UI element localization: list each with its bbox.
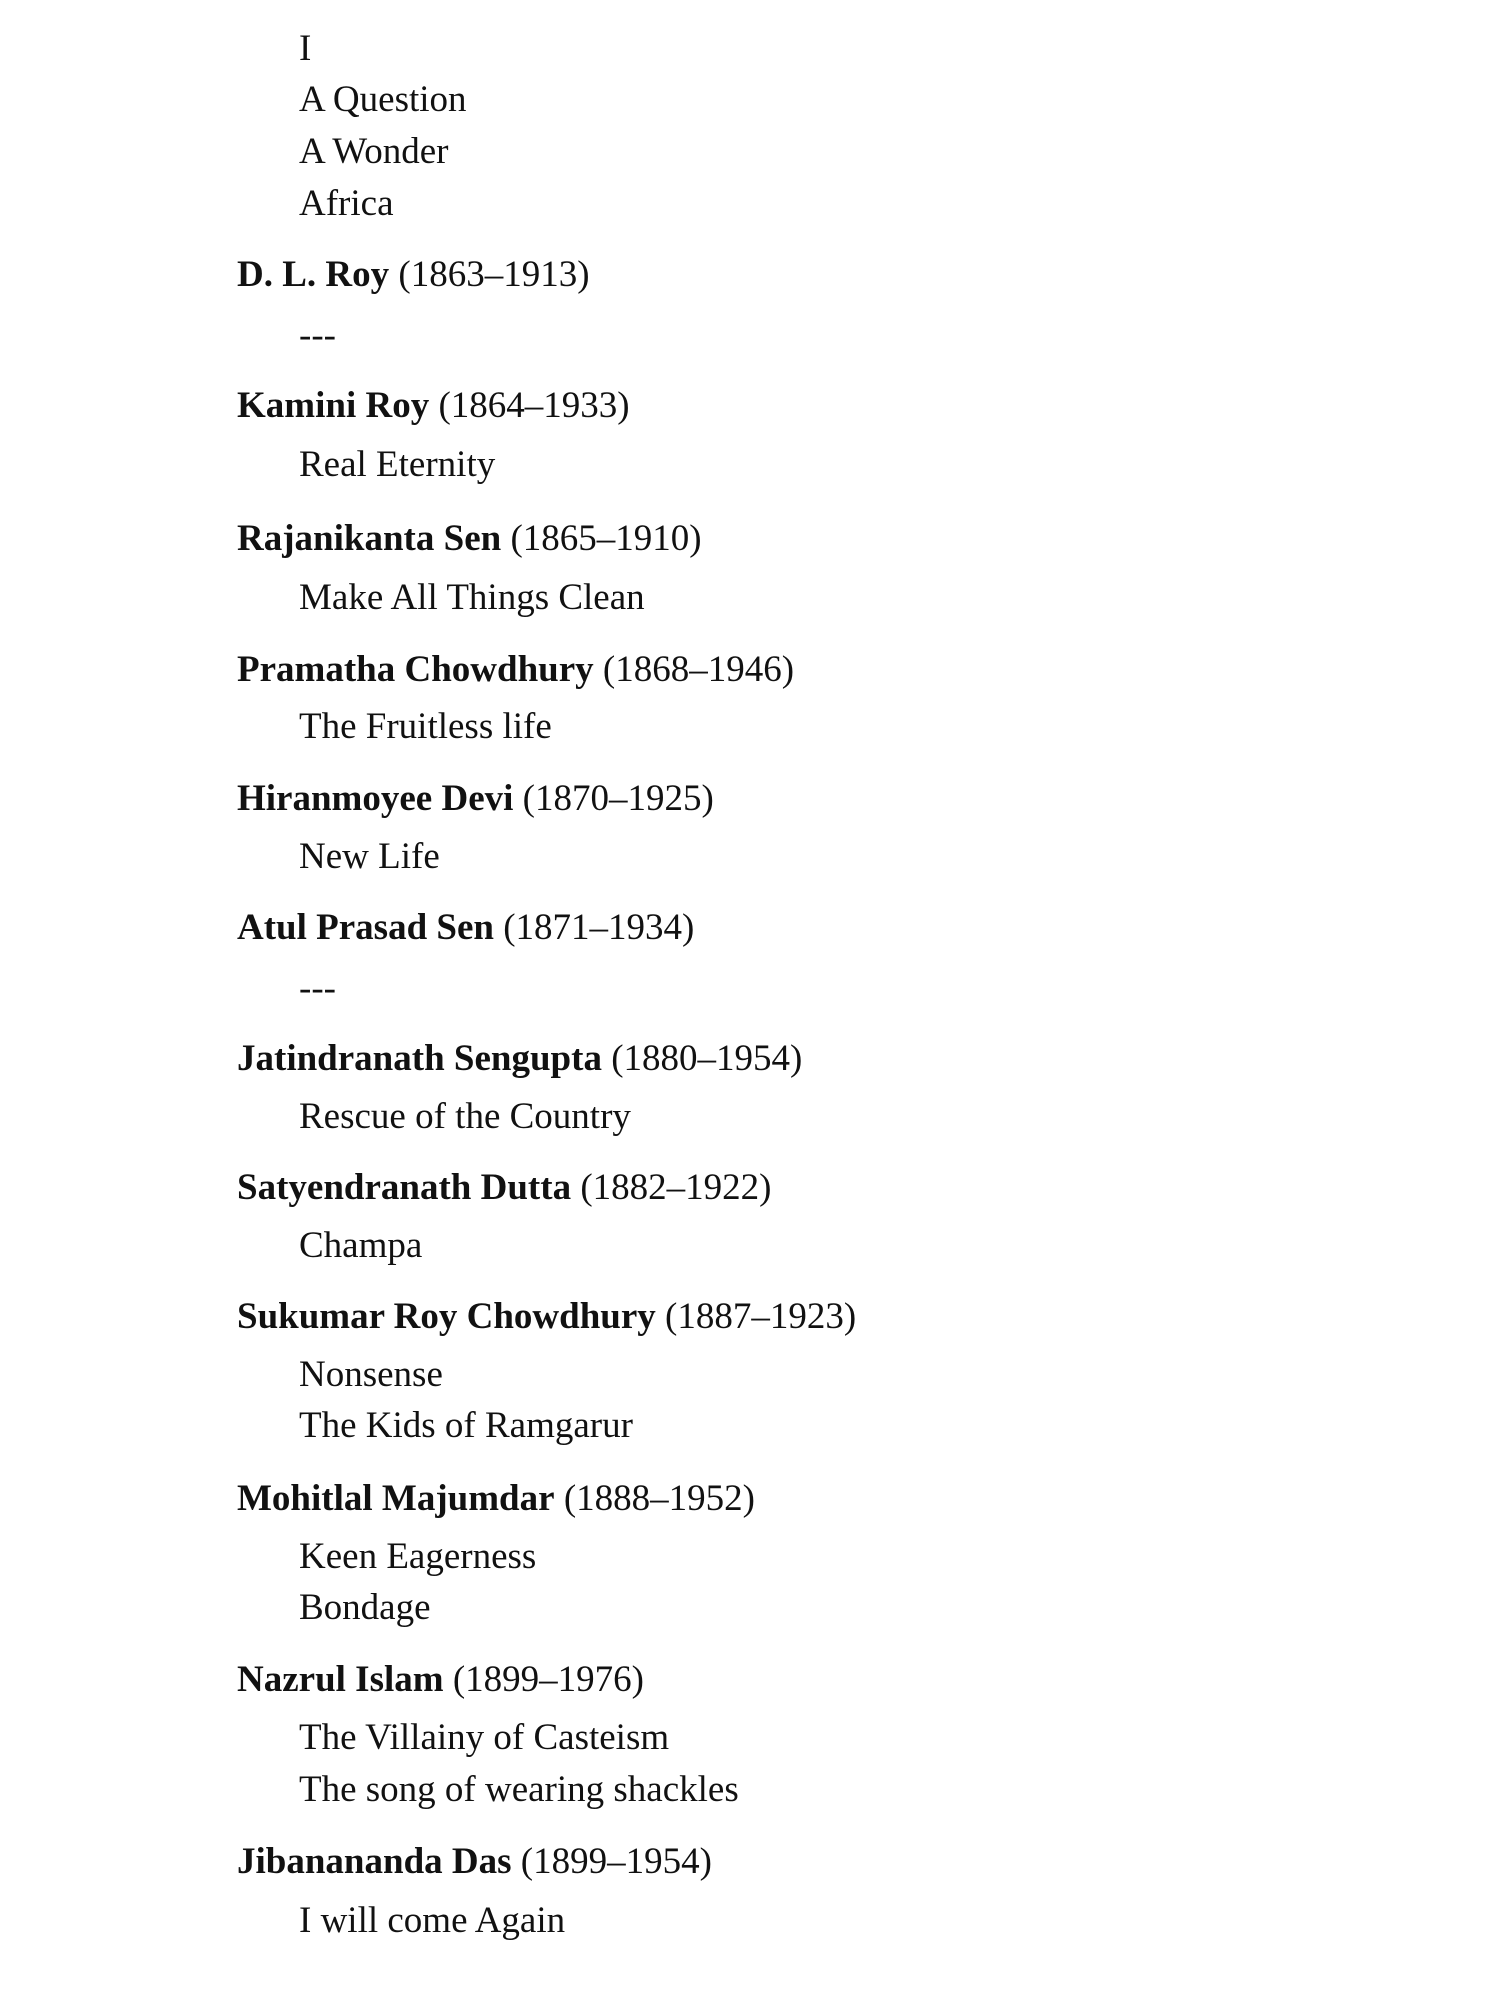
author-dates: (1864–1933) [438, 385, 630, 426]
author-line [237, 384, 630, 428]
work-title: Real Eternity [299, 444, 496, 485]
work-title: Africa [299, 183, 394, 224]
author-name: Mohitlal Majumdar [237, 1478, 555, 1519]
work-title: Bondage [299, 1587, 431, 1628]
work-title: I [299, 28, 312, 69]
no-work-placeholder: --- [299, 315, 336, 356]
author-dates: (1880–1954) [611, 1038, 803, 1079]
author-dates: (1888–1952) [563, 1478, 755, 1519]
work-title: Make All Things Clean [299, 577, 645, 618]
work-title: The song of wearing shackles [299, 1769, 739, 1810]
author-name: Hiranmoyee Devi [237, 778, 514, 819]
author-line [237, 1658, 644, 1702]
work-title: The Villainy of Casteism [299, 1717, 670, 1758]
work-title: Rescue of the Country [299, 1096, 631, 1137]
author-name: Jibanananda Das [237, 1841, 512, 1882]
author-name: Nazrul Islam [237, 1659, 444, 1700]
author-dates: (1863–1913) [398, 254, 590, 295]
author-line [237, 253, 590, 297]
work-title: The Fruitless life [299, 706, 552, 747]
work-title: I will come Again [299, 1900, 566, 1941]
author-name: Kamini Roy [237, 385, 430, 426]
author-dates: (1887–1923) [665, 1296, 857, 1337]
author-line [237, 1840, 712, 1884]
author-name: Pramatha Chowdhury [237, 649, 594, 690]
author-name: Sukumar Roy Chowdhury [237, 1296, 656, 1337]
author-line [237, 1166, 771, 1210]
author-dates: (1882–1922) [580, 1167, 772, 1208]
author-dates: (1899–1976) [452, 1659, 644, 1700]
author-dates: (1868–1946) [602, 649, 795, 690]
author-name: Jatindranath Sengupta [237, 1038, 602, 1079]
author-dates: (1865–1910) [510, 518, 702, 559]
work-title: Champa [299, 1225, 423, 1266]
work-title: The Kids of Ramgarur [299, 1405, 633, 1446]
work-title: New Life [299, 836, 440, 877]
author-name: D. L. Roy [237, 254, 390, 295]
author-line [237, 648, 794, 692]
author-line [237, 777, 714, 821]
author-line [237, 1037, 802, 1081]
no-work-placeholder: --- [299, 968, 336, 1009]
author-line [237, 906, 694, 950]
author-line [237, 1477, 755, 1521]
author-dates: (1870–1925) [522, 778, 714, 819]
author-line [237, 517, 702, 561]
author-name: Atul Prasad Sen [237, 907, 494, 948]
author-line [237, 1295, 856, 1339]
author-name: Satyendranath Dutta [237, 1167, 572, 1208]
work-title: Nonsense [299, 1354, 443, 1395]
author-dates: (1899–1954) [520, 1841, 712, 1882]
author-dates: (1871–1934) [503, 907, 695, 948]
author-name: Rajanikanta Sen [237, 518, 502, 559]
work-title: A Question [299, 79, 467, 120]
work-title: Keen Eagerness [299, 1536, 537, 1577]
work-title: A Wonder [299, 131, 449, 172]
